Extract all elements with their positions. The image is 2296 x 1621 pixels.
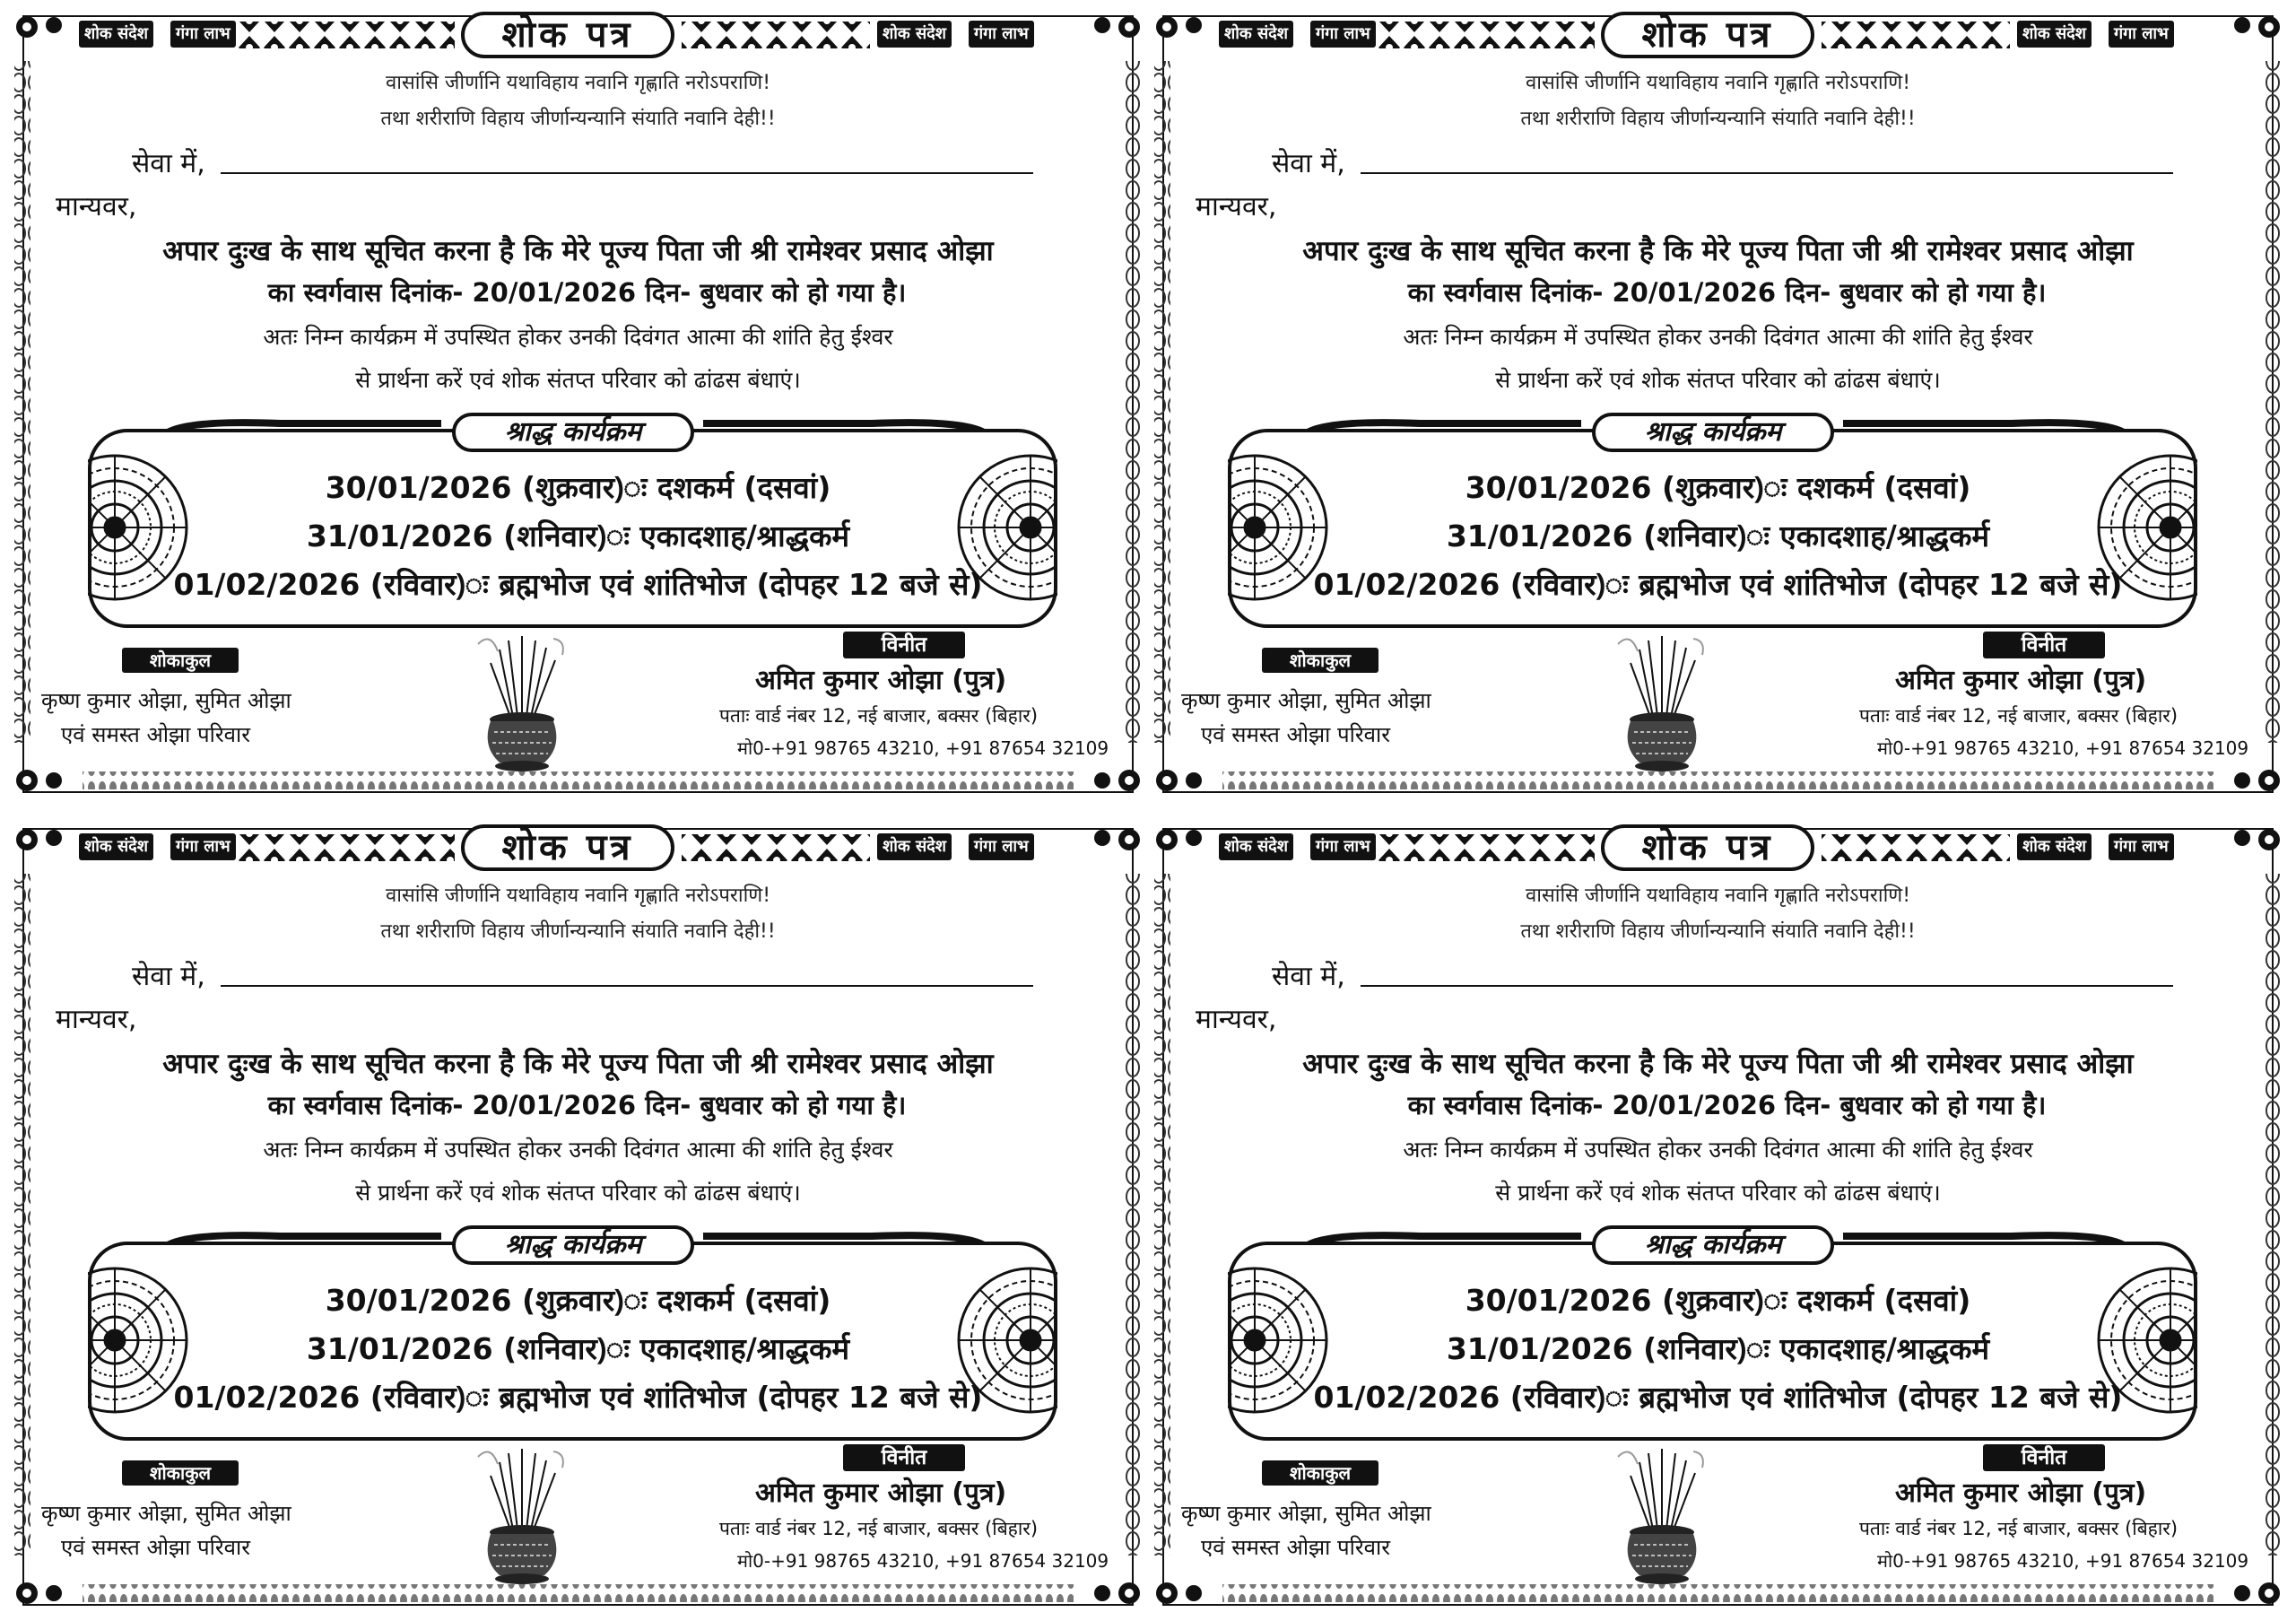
mourners-line-1: कृष्ण कुमार ओझा, सुमित ओझा <box>41 688 291 713</box>
mourners-line-2: एवं समस्त ओझा परिवार <box>61 722 251 747</box>
card-title: शोक पत्र <box>461 824 674 871</box>
shloka-line-2: तथा शरीराणि विहाय जीर्णान्यन्यानि संयाति नवानि देही!! <box>380 108 776 130</box>
mourners-line-2: एवं समस्त ओझा परिवार <box>1201 722 1391 747</box>
program-line-2: 31/01/2026 (शनिवार)ः एकादशाह/श्राद्धकर्म <box>1446 1331 1990 1366</box>
seva-label: सेवा में, <box>1272 148 1345 179</box>
program-line-1: 30/01/2026 (शुक्रवार)ः दशकर्म (दसवां) <box>325 1283 831 1318</box>
sender-mobile: मो0-+91 98765 43210, +91 87654 32109 <box>737 1550 1109 1572</box>
condolence-card <box>11 820 1145 1614</box>
shloka-line-1: वासांसि जीर्णानि यथाविहाय नवानि गृह्णाति नरोऽपराणि! <box>385 72 771 94</box>
program-line-2: 31/01/2026 (शनिवार)ः एकादशाह/श्राद्धकर्म <box>306 519 850 553</box>
recipient-blank-line <box>1361 985 2173 987</box>
message-line-1: अपार दुःख के साथ सूचित करना है कि मेरे पूज्य पिता जी श्री रामेश्वर प्रसाद ओझा <box>1302 235 2134 267</box>
program-line-1: 30/01/2026 (शुक्रवार)ः दशकर्म (दसवां) <box>1465 1283 1971 1318</box>
tag-ganga-labh-left: गंगा लाभ <box>1310 833 1376 860</box>
message-line-3: अतः निम्न कार्यक्रम में उपस्थित होकर उनकी दिवंगत आत्मा की शांति हेतु ईश्वर <box>263 1137 893 1163</box>
incense-pot-icon <box>1613 1444 1711 1588</box>
sender-name: अमित कुमार ओझा (पुत्र) <box>755 1477 1007 1509</box>
tag-ganga-labh-left: गंगा लाभ <box>1310 21 1376 48</box>
tag-shok-sandesh-right: शोक संदेश <box>2017 833 2092 860</box>
program-line-2: 31/01/2026 (शनिवार)ः एकादशाह/श्राद्धकर्म <box>306 1331 850 1366</box>
sender-label: विनीत <box>1983 1444 2105 1471</box>
tag-ganga-labh-right: गंगा लाभ <box>969 21 1034 48</box>
recipient-blank-line <box>1361 172 2173 174</box>
program-line-3: 01/02/2026 (रविवार)ः ब्रह्मभोज एवं शांतिभोज (दोपहर 12 बजे से) <box>173 567 983 602</box>
sender-mobile: मो0-+91 98765 43210, +91 87654 32109 <box>737 737 1109 759</box>
sender-label: विनीत <box>843 632 965 658</box>
program-title: श्राद्ध कार्यक्रम <box>452 413 694 452</box>
program-line-2: 31/01/2026 (शनिवार)ः एकादशाह/श्राद्धकर्म <box>1446 519 1990 553</box>
incense-pot-icon <box>1613 632 1711 775</box>
message-line-1: अपार दुःख के साथ सूचित करना है कि मेरे पूज्य पिता जी श्री रामेश्वर प्रसाद ओझा <box>162 1048 994 1080</box>
mourners-label: शोकाकुल <box>1262 1460 1378 1486</box>
tag-shok-sandesh-left: शोक संदेश <box>1219 21 1293 48</box>
card-title: शोक पत्र <box>1601 824 1814 871</box>
sender-label: विनीत <box>843 1444 965 1471</box>
shloka-line-1: वासांसि जीर्णानि यथाविहाय नवानि गृह्णाति नरोऽपराणि! <box>1525 72 1911 94</box>
sender-address: पताः वार्ड नंबर 12, नई बाजार, बक्सर (बिहार) <box>1859 705 2179 727</box>
sender-name: अमित कुमार ओझा (पुत्र) <box>755 665 1007 696</box>
condolence-card <box>11 7 1145 801</box>
seva-label: सेवा में, <box>132 961 205 992</box>
message-line-3: अतः निम्न कार्यक्रम में उपस्थित होकर उनकी दिवंगत आत्मा की शांति हेतु ईश्वर <box>1403 1137 2033 1163</box>
message-line-3: अतः निम्न कार्यक्रम में उपस्थित होकर उनकी दिवंगत आत्मा की शांति हेतु ईश्वर <box>1403 324 2033 350</box>
message-line-2: का स्वर्गवास दिनांक- 20/01/2026 दिन- बुधवार को हो गया है। <box>1407 277 2047 308</box>
manyavar-label: मान्यवर, <box>1196 191 1277 222</box>
message-line-4: से प्रार्थना करें एवं शोक संतप्त परिवार को ढांढस बंधाएं। <box>1495 1180 1941 1206</box>
shloka-line-1: वासांसि जीर्णानि यथाविहाय नवानि गृह्णाति नरोऽपराणि! <box>1525 885 1911 907</box>
tag-shok-sandesh-left: शोक संदेश <box>79 833 153 860</box>
message-line-1: अपार दुःख के साथ सूचित करना है कि मेरे पूज्य पिता जी श्री रामेश्वर प्रसाद ओझा <box>162 235 994 267</box>
message-line-2: का स्वर्गवास दिनांक- 20/01/2026 दिन- बुधवार को हो गया है। <box>267 1090 907 1120</box>
manyavar-label: मान्यवर, <box>1196 1004 1277 1035</box>
recipient-blank-line <box>221 172 1033 174</box>
incense-pot-icon <box>473 632 571 775</box>
tag-shok-sandesh-left: शोक संदेश <box>79 21 153 48</box>
mourners-line-1: कृष्ण कुमार ओझा, सुमित ओझा <box>1181 688 1431 713</box>
message-line-3: अतः निम्न कार्यक्रम में उपस्थित होकर उनकी दिवंगत आत्मा की शांति हेतु ईश्वर <box>263 324 893 350</box>
recipient-blank-line <box>221 985 1033 987</box>
tag-shok-sandesh-right: शोक संदेश <box>877 833 952 860</box>
mourners-line-2: एवं समस्त ओझा परिवार <box>61 1535 251 1560</box>
message-line-4: से प्रार्थना करें एवं शोक संतप्त परिवार को ढांढस बंधाएं। <box>355 367 801 393</box>
message-line-4: से प्रार्थना करें एवं शोक संतप्त परिवार को ढांढस बंधाएं। <box>1495 367 1941 393</box>
program-line-3: 01/02/2026 (रविवार)ः ब्रह्मभोज एवं शांतिभोज (दोपहर 12 बजे से) <box>1313 1380 2123 1415</box>
tag-shok-sandesh-right: शोक संदेश <box>2017 21 2092 48</box>
shloka-line-2: तथा शरीराणि विहाय जीर्णान्यन्यानि संयाति नवानि देही!! <box>1520 920 1916 943</box>
mourners-label: शोकाकुल <box>122 648 239 673</box>
message-line-4: से प्रार्थना करें एवं शोक संतप्त परिवार को ढांढस बंधाएं। <box>355 1180 801 1206</box>
mourners-label: शोकाकुल <box>122 1460 239 1486</box>
message-line-1: अपार दुःख के साथ सूचित करना है कि मेरे पूज्य पिता जी श्री रामेश्वर प्रसाद ओझा <box>1302 1048 2134 1080</box>
sender-mobile: मो0-+91 98765 43210, +91 87654 32109 <box>1877 1550 2249 1572</box>
manyavar-label: मान्यवर, <box>56 191 137 222</box>
sender-name: अमित कुमार ओझा (पुत्र) <box>1895 665 2147 696</box>
shloka-line-2: तथा शरीराणि विहाय जीर्णान्यन्यानि संयाति नवानि देही!! <box>1520 108 1916 130</box>
card-title: शोक पत्र <box>461 12 674 58</box>
program-line-1: 30/01/2026 (शुक्रवार)ः दशकर्म (दसवां) <box>1465 470 1971 505</box>
sender-address: पताः वार्ड नंबर 12, नई बाजार, बक्सर (बिहार) <box>719 1518 1039 1539</box>
sender-label: विनीत <box>1983 632 2105 658</box>
message-line-2: का स्वर्गवास दिनांक- 20/01/2026 दिन- बुधवार को हो गया है। <box>267 277 907 308</box>
program-line-1: 30/01/2026 (शुक्रवार)ः दशकर्म (दसवां) <box>325 470 831 505</box>
tag-ganga-labh-right: गंगा लाभ <box>2109 833 2174 860</box>
shloka-line-2: तथा शरीराणि विहाय जीर्णान्यन्यानि संयाति नवानि देही!! <box>380 920 776 943</box>
tag-ganga-labh-right: गंगा लाभ <box>969 833 1034 860</box>
seva-label: सेवा में, <box>1272 961 1345 992</box>
program-title: श्राद्ध कार्यक्रम <box>1592 413 1834 452</box>
message-line-2: का स्वर्गवास दिनांक- 20/01/2026 दिन- बुधवार को हो गया है। <box>1407 1090 2047 1120</box>
mourners-line-1: कृष्ण कुमार ओझा, सुमित ओझा <box>41 1501 291 1526</box>
program-title: श्राद्ध कार्यक्रम <box>1592 1225 1834 1265</box>
shloka-line-1: वासांसि जीर्णानि यथाविहाय नवानि गृह्णाति नरोऽपराणि! <box>385 885 771 907</box>
condolence-card <box>1151 7 2285 801</box>
tag-ganga-labh-left: गंगा लाभ <box>170 21 236 48</box>
sender-address: पताः वार्ड नंबर 12, नई बाजार, बक्सर (बिहार) <box>719 705 1039 727</box>
mourners-line-1: कृष्ण कुमार ओझा, सुमित ओझा <box>1181 1501 1431 1526</box>
tag-ganga-labh-left: गंगा लाभ <box>170 833 236 860</box>
program-line-3: 01/02/2026 (रविवार)ः ब्रह्मभोज एवं शांतिभोज (दोपहर 12 बजे से) <box>1313 567 2123 602</box>
seva-label: सेवा में, <box>132 148 205 179</box>
sender-mobile: मो0-+91 98765 43210, +91 87654 32109 <box>1877 737 2249 759</box>
card-title: शोक पत्र <box>1601 12 1814 58</box>
incense-pot-icon <box>473 1444 571 1588</box>
sender-address: पताः वार्ड नंबर 12, नई बाजार, बक्सर (बिहार) <box>1859 1518 2179 1539</box>
mourners-label: शोकाकुल <box>1262 648 1378 673</box>
tag-shok-sandesh-left: शोक संदेश <box>1219 833 1293 860</box>
sender-name: अमित कुमार ओझा (पुत्र) <box>1895 1477 2147 1509</box>
tag-shok-sandesh-right: शोक संदेश <box>877 21 952 48</box>
tag-ganga-labh-right: गंगा लाभ <box>2109 21 2174 48</box>
manyavar-label: मान्यवर, <box>56 1004 137 1035</box>
mourners-line-2: एवं समस्त ओझा परिवार <box>1201 1535 1391 1560</box>
condolence-card <box>1151 820 2285 1614</box>
program-line-3: 01/02/2026 (रविवार)ः ब्रह्मभोज एवं शांतिभोज (दोपहर 12 बजे से) <box>173 1380 983 1415</box>
program-title: श्राद्ध कार्यक्रम <box>452 1225 694 1265</box>
